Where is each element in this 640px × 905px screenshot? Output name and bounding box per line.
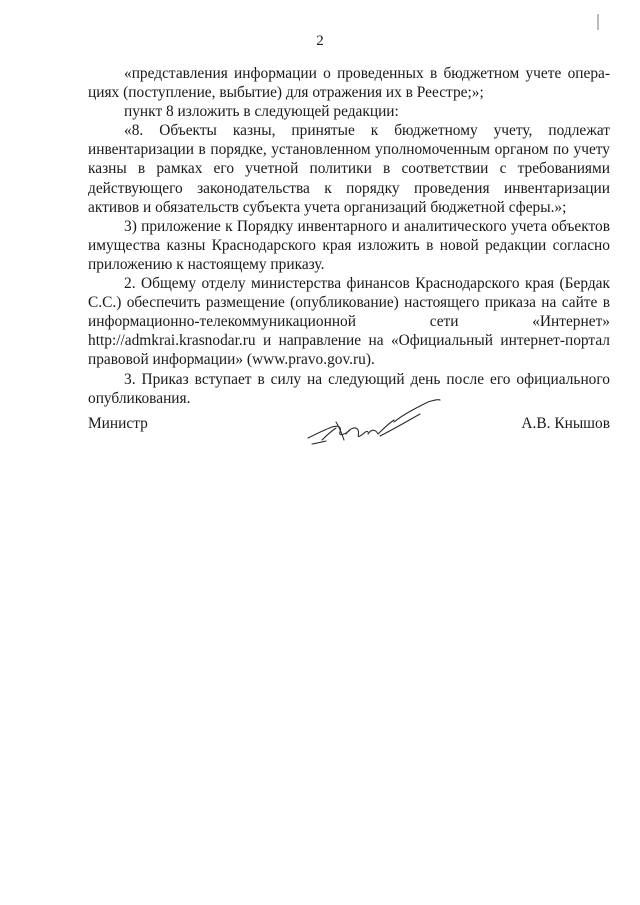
handwritten-signature <box>302 394 452 454</box>
page-number: 2 <box>316 33 324 49</box>
scan-mark <box>597 14 599 30</box>
paragraph-subitem-3: 3) приложение к Порядку инвентарного и аналитического учета объектов имущества казны Краснодарского края изложить в новой редакции согласно приложению к настоящему приказу. <box>88 217 610 273</box>
paragraph-clause-2: 2. Общему отделу министерства финансов Краснодарского края (Бердак С.С.) обеспечить размещение (опубликование) настоящего приказа на сайте в информационно-телекоммуникационной сети «Интернет» http://admkrai.krasnodar.ru и направление на «Официальный интернет-портал правовой информации» (www.pravo.gov.ru). <box>88 275 610 369</box>
signatory-name: А.В. Кнышов <box>521 415 610 432</box>
paragraph-item-8-text: «8. Объекты казны, принятые к бюджетному учету, подлежат инвентаризации в порядке, установленном уполномоченным органом по учету казны в рамках его учетной политики в соответствии с требованиями действующего законодательства к порядку проведения инвентаризации активов и обязательств субъекта учета организаций бюджетной сферы.»; <box>88 122 610 216</box>
document-body <box>88 64 610 408</box>
signatory-title: Министр <box>88 415 148 432</box>
paragraph-clause-3: 3. Приказ вступает в силу на следующий день после его официального опубликования. <box>88 370 610 407</box>
paragraph-item-8-intro: пункт 8 изложить в следующей редакции: <box>124 103 399 121</box>
paragraph-quote-continuation: «представления информации о проведенных в бюджетном учете опера-циях (поступление, выбытие) для отражения их в Реестре;»; <box>88 65 610 102</box>
